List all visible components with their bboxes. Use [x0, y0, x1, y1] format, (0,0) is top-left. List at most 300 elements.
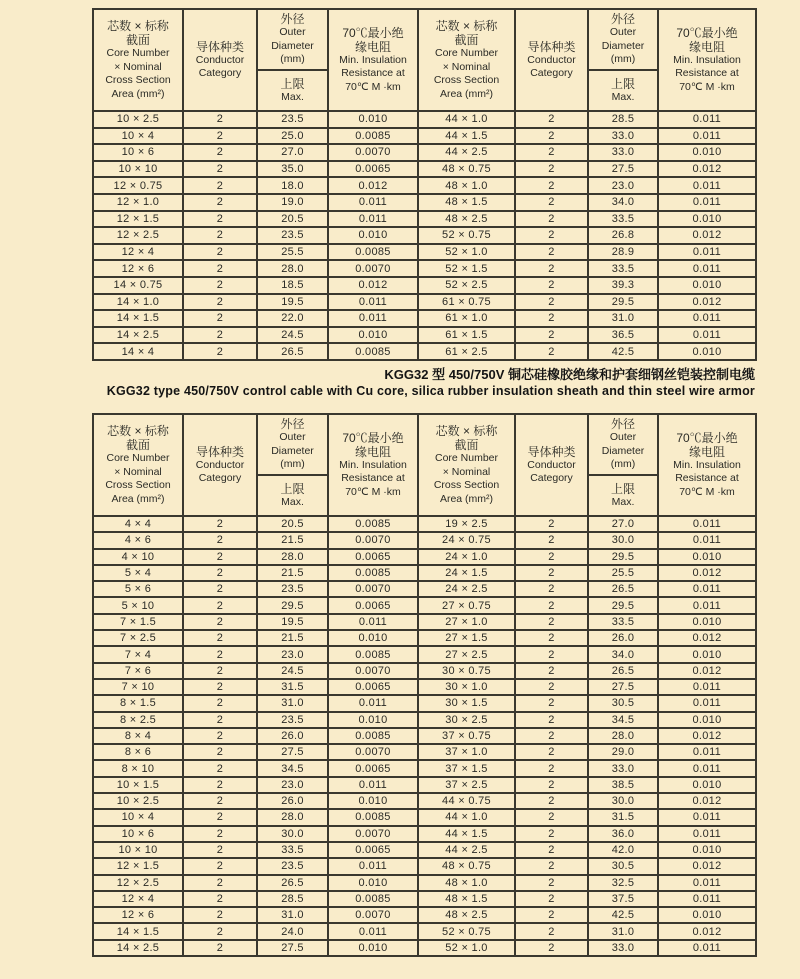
header-diameter-en-line3: (mm)	[280, 53, 305, 66]
cell: 0.010	[658, 614, 756, 630]
header-conductor-en-line2: Category	[530, 67, 573, 79]
cell: 0.011	[328, 310, 418, 327]
col-header-max-limit	[588, 475, 658, 516]
cell: 0.010	[658, 549, 756, 565]
cell: 0.011	[658, 597, 756, 613]
cell: 30.0	[257, 826, 328, 842]
cell: 2	[183, 597, 257, 613]
cell: 8 × 10	[93, 760, 183, 776]
cell: 2	[515, 144, 588, 161]
cell: 26.5	[588, 663, 658, 679]
cell: 0.011	[658, 327, 756, 344]
cell: 2	[515, 744, 588, 760]
cell: 8 × 1.5	[93, 695, 183, 711]
cell: 2	[515, 111, 588, 128]
header-resistance-en-line3: 70℃ M ·km	[345, 80, 401, 93]
cell: 31.0	[588, 923, 658, 939]
header-diameter-en-line3: (mm)	[280, 458, 305, 471]
cell: 14 × 0.75	[93, 277, 183, 294]
cell: 0.0085	[328, 343, 418, 360]
header-core-zh-line2: 截面	[125, 438, 150, 452]
cell: 0.010	[658, 712, 756, 728]
col-header-core-number	[418, 9, 515, 111]
header-resistance-en-line1: Min. Insulation	[339, 53, 407, 66]
header-core-zh-line1: 芯数 × 标称	[435, 19, 498, 33]
cell: 4 × 6	[93, 532, 183, 548]
cell: 23.0	[257, 646, 328, 662]
cell: 5 × 6	[93, 581, 183, 597]
cell: 29.5	[588, 597, 658, 613]
table-row	[93, 842, 756, 858]
table-row	[93, 327, 756, 344]
cell: 0.0085	[328, 728, 418, 744]
table-row	[93, 597, 756, 613]
col-header-insulation-resistance	[658, 9, 756, 111]
cell: 2	[515, 343, 588, 360]
cell: 12 × 2.5	[93, 875, 183, 891]
cell: 0.010	[658, 842, 756, 858]
col-header-core-number	[93, 414, 183, 516]
cell: 48 × 1.5	[418, 891, 515, 907]
cell: 37 × 2.5	[418, 777, 515, 793]
cell: 2	[183, 858, 257, 874]
cell: 2	[515, 712, 588, 728]
cell: 24.5	[257, 327, 328, 344]
header-core-en-line2: × Nominal	[442, 465, 491, 478]
cell: 0.0065	[328, 549, 418, 565]
cell: 0.0070	[328, 826, 418, 842]
table-row	[93, 744, 756, 760]
header-conductor-zh: 导体种类	[527, 444, 576, 459]
table-row	[93, 128, 756, 145]
cell: 12 × 4	[93, 891, 183, 907]
table-row	[93, 244, 756, 261]
header-diameter-zh: 外径	[280, 417, 305, 432]
table-row	[93, 891, 756, 907]
cell: 2	[515, 327, 588, 344]
cell: 52 × 0.75	[418, 923, 515, 939]
cell: 52 × 2.5	[418, 277, 515, 294]
cell: 21.5	[257, 565, 328, 581]
cell: 44 × 1.0	[418, 809, 515, 825]
cell: 52 × 0.75	[418, 227, 515, 244]
cell: 2	[515, 227, 588, 244]
table-row	[93, 294, 756, 311]
cell: 2	[515, 728, 588, 744]
cell: 8 × 2.5	[93, 712, 183, 728]
header-conductor-zh: 导体种类	[195, 444, 244, 459]
header-max-en: Max.	[281, 90, 304, 103]
table-row	[93, 858, 756, 874]
table-row	[93, 614, 756, 630]
cell: 20.5	[257, 211, 328, 228]
cell: 33.5	[588, 211, 658, 228]
header-diameter-en-line1: Outer	[279, 431, 306, 444]
header-resistance-zh-line2: 缘电阻	[688, 444, 725, 459]
header-diameter-en-line1: Outer	[279, 26, 306, 39]
cell: 30.0	[588, 793, 658, 809]
cell: 37 × 1.5	[418, 760, 515, 776]
header-conductor-en-line2: Category	[198, 472, 242, 484]
header-core-en-line1: Core Number	[434, 452, 499, 464]
col-header-outer-diameter	[257, 9, 328, 70]
cell: 2	[183, 614, 257, 630]
header-conductor-en-line1: Conductor	[195, 53, 245, 66]
cell: 0.012	[658, 161, 756, 178]
cell: 2	[515, 663, 588, 679]
cell: 33.5	[588, 614, 658, 630]
cell: 0.011	[658, 875, 756, 891]
cell: 28.0	[257, 260, 328, 277]
cell: 2	[515, 646, 588, 662]
cell: 61 × 1.5	[418, 327, 515, 344]
cell: 10 × 6	[93, 826, 183, 842]
cell: 21.5	[257, 532, 328, 548]
cell: 27 × 1.0	[418, 614, 515, 630]
cell: 29.5	[588, 294, 658, 311]
table-row	[93, 679, 756, 695]
cell: 2	[515, 516, 588, 532]
cable-spec-table-bottom	[92, 413, 757, 957]
cell: 2	[183, 177, 257, 194]
cell: 19.5	[257, 614, 328, 630]
table-row	[93, 227, 756, 244]
col-header-conductor-category	[183, 9, 257, 111]
cell: 37.5	[588, 891, 658, 907]
table-row	[93, 144, 756, 161]
cell: 48 × 0.75	[418, 858, 515, 874]
cell: 27 × 1.5	[418, 630, 515, 646]
cell: 2	[183, 244, 257, 261]
cell: 23.5	[257, 227, 328, 244]
cell: 0.011	[658, 826, 756, 842]
table-row	[93, 712, 756, 728]
col-header-conductor-category	[183, 414, 257, 516]
cell: 31.0	[257, 695, 328, 711]
cell: 0.0070	[328, 532, 418, 548]
cell: 30 × 1.5	[418, 695, 515, 711]
cell: 29.5	[588, 549, 658, 565]
col-header-max-limit	[588, 70, 658, 111]
cell: 2	[515, 679, 588, 695]
cell: 19.5	[257, 294, 328, 311]
cell: 10 × 2.5	[93, 793, 183, 809]
cell: 44 × 2.5	[418, 144, 515, 161]
cell: 31.0	[257, 907, 328, 923]
cell: 0.0070	[328, 744, 418, 760]
cell: 19.0	[257, 194, 328, 211]
cell: 0.011	[328, 294, 418, 311]
cell: 26.5	[257, 343, 328, 360]
cell: 48 × 1.0	[418, 875, 515, 891]
cell: 24.5	[257, 663, 328, 679]
cell: 0.012	[658, 858, 756, 874]
cell: 26.0	[257, 728, 328, 744]
cell: 14 × 2.5	[93, 940, 183, 956]
cell: 12 × 0.75	[93, 177, 183, 194]
header-diameter-en-line2: Diameter	[601, 444, 645, 457]
header-core-en-line4: Area (mm²)	[439, 87, 494, 100]
cell: 0.011	[658, 809, 756, 825]
cell: 0.011	[328, 923, 418, 939]
cell: 42.0	[588, 842, 658, 858]
cell: 27.5	[588, 161, 658, 178]
cell: 12 × 1.5	[93, 211, 183, 228]
table-row	[93, 728, 756, 744]
cell: 0.010	[328, 940, 418, 956]
cell: 27.0	[588, 516, 658, 532]
cell: 2	[183, 549, 257, 565]
cell: 7 × 6	[93, 663, 183, 679]
table-row	[93, 343, 756, 360]
cell: 0.010	[328, 111, 418, 128]
cell: 0.010	[328, 875, 418, 891]
cell: 24 × 2.5	[418, 581, 515, 597]
cell: 34.5	[257, 760, 328, 776]
cell: 34.0	[588, 194, 658, 211]
cell: 2	[183, 728, 257, 744]
cell: 31.5	[257, 679, 328, 695]
cell: 37 × 1.0	[418, 744, 515, 760]
cell: 2	[515, 891, 588, 907]
col-header-core-number	[93, 9, 183, 111]
cell: 30 × 2.5	[418, 712, 515, 728]
cell: 28.0	[588, 728, 658, 744]
header-diameter-en-line3: (mm)	[610, 458, 636, 471]
cell: 2	[183, 875, 257, 891]
cell: 0.010	[328, 712, 418, 728]
cell: 26.5	[588, 581, 658, 597]
cell: 0.0065	[328, 679, 418, 695]
header-core-zh-line2: 截面	[125, 33, 150, 47]
cell: 2	[183, 891, 257, 907]
cell: 52 × 1.0	[418, 940, 515, 956]
cell: 29.5	[257, 597, 328, 613]
cell: 0.012	[658, 793, 756, 809]
header-resistance-en-line1: Min. Insulation	[339, 458, 407, 471]
table-row	[93, 940, 756, 956]
section-title-block	[92, 366, 755, 400]
cell: 2	[183, 777, 257, 793]
cell: 2	[183, 663, 257, 679]
cell: 2	[183, 227, 257, 244]
table-body	[93, 516, 756, 956]
cell: 2	[515, 310, 588, 327]
cell: 2	[183, 923, 257, 939]
header-resistance-en-line1: Min. Insulation	[673, 53, 741, 66]
cell: 2	[183, 809, 257, 825]
cell: 0.0065	[328, 597, 418, 613]
header-resistance-zh-line2: 缘电阻	[354, 444, 391, 459]
col-header-insulation-resistance	[328, 414, 418, 516]
cell: 2	[515, 277, 588, 294]
cable-spec-table-top	[92, 8, 757, 361]
cell: 2	[515, 597, 588, 613]
header-max-en: Max.	[611, 495, 635, 508]
cell: 27.0	[257, 144, 328, 161]
cell: 12 × 6	[93, 260, 183, 277]
cell: 23.0	[257, 777, 328, 793]
cell: 0.011	[658, 532, 756, 548]
cell: 10 × 4	[93, 809, 183, 825]
header-resistance-en-line2: Resistance at	[341, 67, 405, 80]
cell: 2	[515, 581, 588, 597]
table-row	[93, 111, 756, 128]
cell: 25.0	[257, 128, 328, 145]
cell: 0.011	[328, 211, 418, 228]
table-row	[93, 826, 756, 842]
cell: 61 × 1.0	[418, 310, 515, 327]
cell: 0.012	[658, 663, 756, 679]
cell: 25.5	[257, 244, 328, 261]
cell: 0.0085	[328, 565, 418, 581]
cell: 0.012	[328, 177, 418, 194]
header-resistance-en-line3: 70℃ M ·km	[345, 485, 401, 498]
section-title-en: KGG32 type 450/750V control cable with Cu core, silica rubber insulation sheath and thin steel wire armor	[106, 384, 755, 398]
table-row	[93, 161, 756, 178]
cell: 2	[183, 211, 257, 228]
cell: 2	[183, 826, 257, 842]
header-max-en: Max.	[611, 90, 635, 103]
header-core-zh-line2: 截面	[454, 438, 479, 452]
header-diameter-en-line1: Outer	[609, 26, 637, 39]
cell: 19 × 2.5	[418, 516, 515, 532]
header-max-zh: 上限	[280, 76, 305, 91]
cell: 2	[515, 826, 588, 842]
cell: 32.5	[588, 875, 658, 891]
cell: 35.0	[257, 161, 328, 178]
header-core-en-line1: Core Number	[434, 47, 499, 59]
cell: 2	[515, 549, 588, 565]
cell: 27 × 2.5	[418, 646, 515, 662]
header-core-en-line2: × Nominal	[114, 60, 162, 73]
cell: 12 × 2.5	[93, 227, 183, 244]
table-row	[93, 760, 756, 776]
table-row	[93, 277, 756, 294]
cell: 2	[515, 858, 588, 874]
header-resistance-en-line3: 70℃ M ·km	[679, 80, 735, 93]
cell: 28.5	[257, 891, 328, 907]
header-conductor-en-line2: Category	[198, 67, 242, 79]
cell: 0.0065	[328, 161, 418, 178]
header-diameter-zh: 外径	[610, 417, 635, 432]
cell: 52 × 1.5	[418, 260, 515, 277]
col-header-core-number	[418, 414, 515, 516]
col-header-max-limit	[257, 70, 328, 111]
cell: 61 × 0.75	[418, 294, 515, 311]
cell: 14 × 1.5	[93, 923, 183, 939]
cell: 33.5	[257, 842, 328, 858]
header-core-en-line3: Cross Section	[433, 74, 500, 86]
header-diameter-en-line2: Diameter	[271, 444, 314, 457]
col-header-conductor-category	[515, 414, 588, 516]
table-row	[93, 211, 756, 228]
cell: 28.0	[257, 809, 328, 825]
cell: 2	[515, 244, 588, 261]
cell: 2	[515, 614, 588, 630]
cell: 14 × 1.0	[93, 294, 183, 311]
table-row	[93, 777, 756, 793]
cell: 44 × 1.5	[418, 128, 515, 145]
cell: 2	[515, 260, 588, 277]
cell: 0.012	[328, 277, 418, 294]
cell: 2	[515, 695, 588, 711]
cell: 10 × 10	[93, 842, 183, 858]
cell: 36.5	[588, 327, 658, 344]
cell: 23.5	[257, 111, 328, 128]
cell: 0.011	[658, 744, 756, 760]
cell: 26.8	[588, 227, 658, 244]
cell: 44 × 1.5	[418, 826, 515, 842]
cell: 2	[515, 923, 588, 939]
cell: 8 × 6	[93, 744, 183, 760]
cell: 0.010	[658, 907, 756, 923]
cell: 0.012	[658, 227, 756, 244]
cell: 2	[183, 630, 257, 646]
header-resistance-zh-line1: 70℃最小绝	[342, 25, 404, 40]
cell: 26.0	[588, 630, 658, 646]
cell: 28.0	[257, 549, 328, 565]
cell: 0.010	[328, 327, 418, 344]
cell: 28.5	[588, 111, 658, 128]
cell: 48 × 2.5	[418, 907, 515, 923]
cell: 2	[183, 646, 257, 662]
cell: 33.0	[588, 128, 658, 145]
cell: 0.012	[658, 923, 756, 939]
table-row	[93, 793, 756, 809]
cell: 0.010	[658, 277, 756, 294]
cell: 2	[183, 260, 257, 277]
table-row	[93, 695, 756, 711]
table-row	[93, 532, 756, 548]
col-header-insulation-resistance	[658, 414, 756, 516]
header-core-en-line4: Area (mm²)	[111, 87, 165, 100]
header-core-zh-line1: 芯数 × 标称	[107, 19, 169, 33]
cell: 0.0085	[328, 244, 418, 261]
cell: 0.011	[328, 194, 418, 211]
cell: 2	[183, 581, 257, 597]
header-resistance-en-line1: Min. Insulation	[673, 458, 741, 471]
cell: 2	[183, 842, 257, 858]
cell: 2	[183, 310, 257, 327]
header-diameter-en-line2: Diameter	[601, 39, 645, 52]
cell: 0.011	[328, 858, 418, 874]
cell: 2	[515, 211, 588, 228]
cell: 2	[515, 532, 588, 548]
cell: 2	[515, 565, 588, 581]
cell: 2	[515, 940, 588, 956]
cell: 2	[183, 712, 257, 728]
cell: 0.0070	[328, 907, 418, 923]
cell: 0.011	[658, 695, 756, 711]
header-core-en-line3: Cross Section	[433, 479, 500, 491]
cell: 0.011	[658, 679, 756, 695]
cell: 0.010	[658, 343, 756, 360]
table-row	[93, 260, 756, 277]
header-core-zh-line2: 截面	[454, 33, 479, 47]
cell: 7 × 2.5	[93, 630, 183, 646]
cell: 12 × 4	[93, 244, 183, 261]
table-row	[93, 516, 756, 532]
cell: 2	[515, 128, 588, 145]
cell: 0.0085	[328, 128, 418, 145]
table-row	[93, 565, 756, 581]
cell: 2	[183, 161, 257, 178]
cell: 2	[515, 194, 588, 211]
cell: 48 × 1.5	[418, 194, 515, 211]
cell: 27.5	[257, 940, 328, 956]
col-header-conductor-category	[515, 9, 588, 111]
